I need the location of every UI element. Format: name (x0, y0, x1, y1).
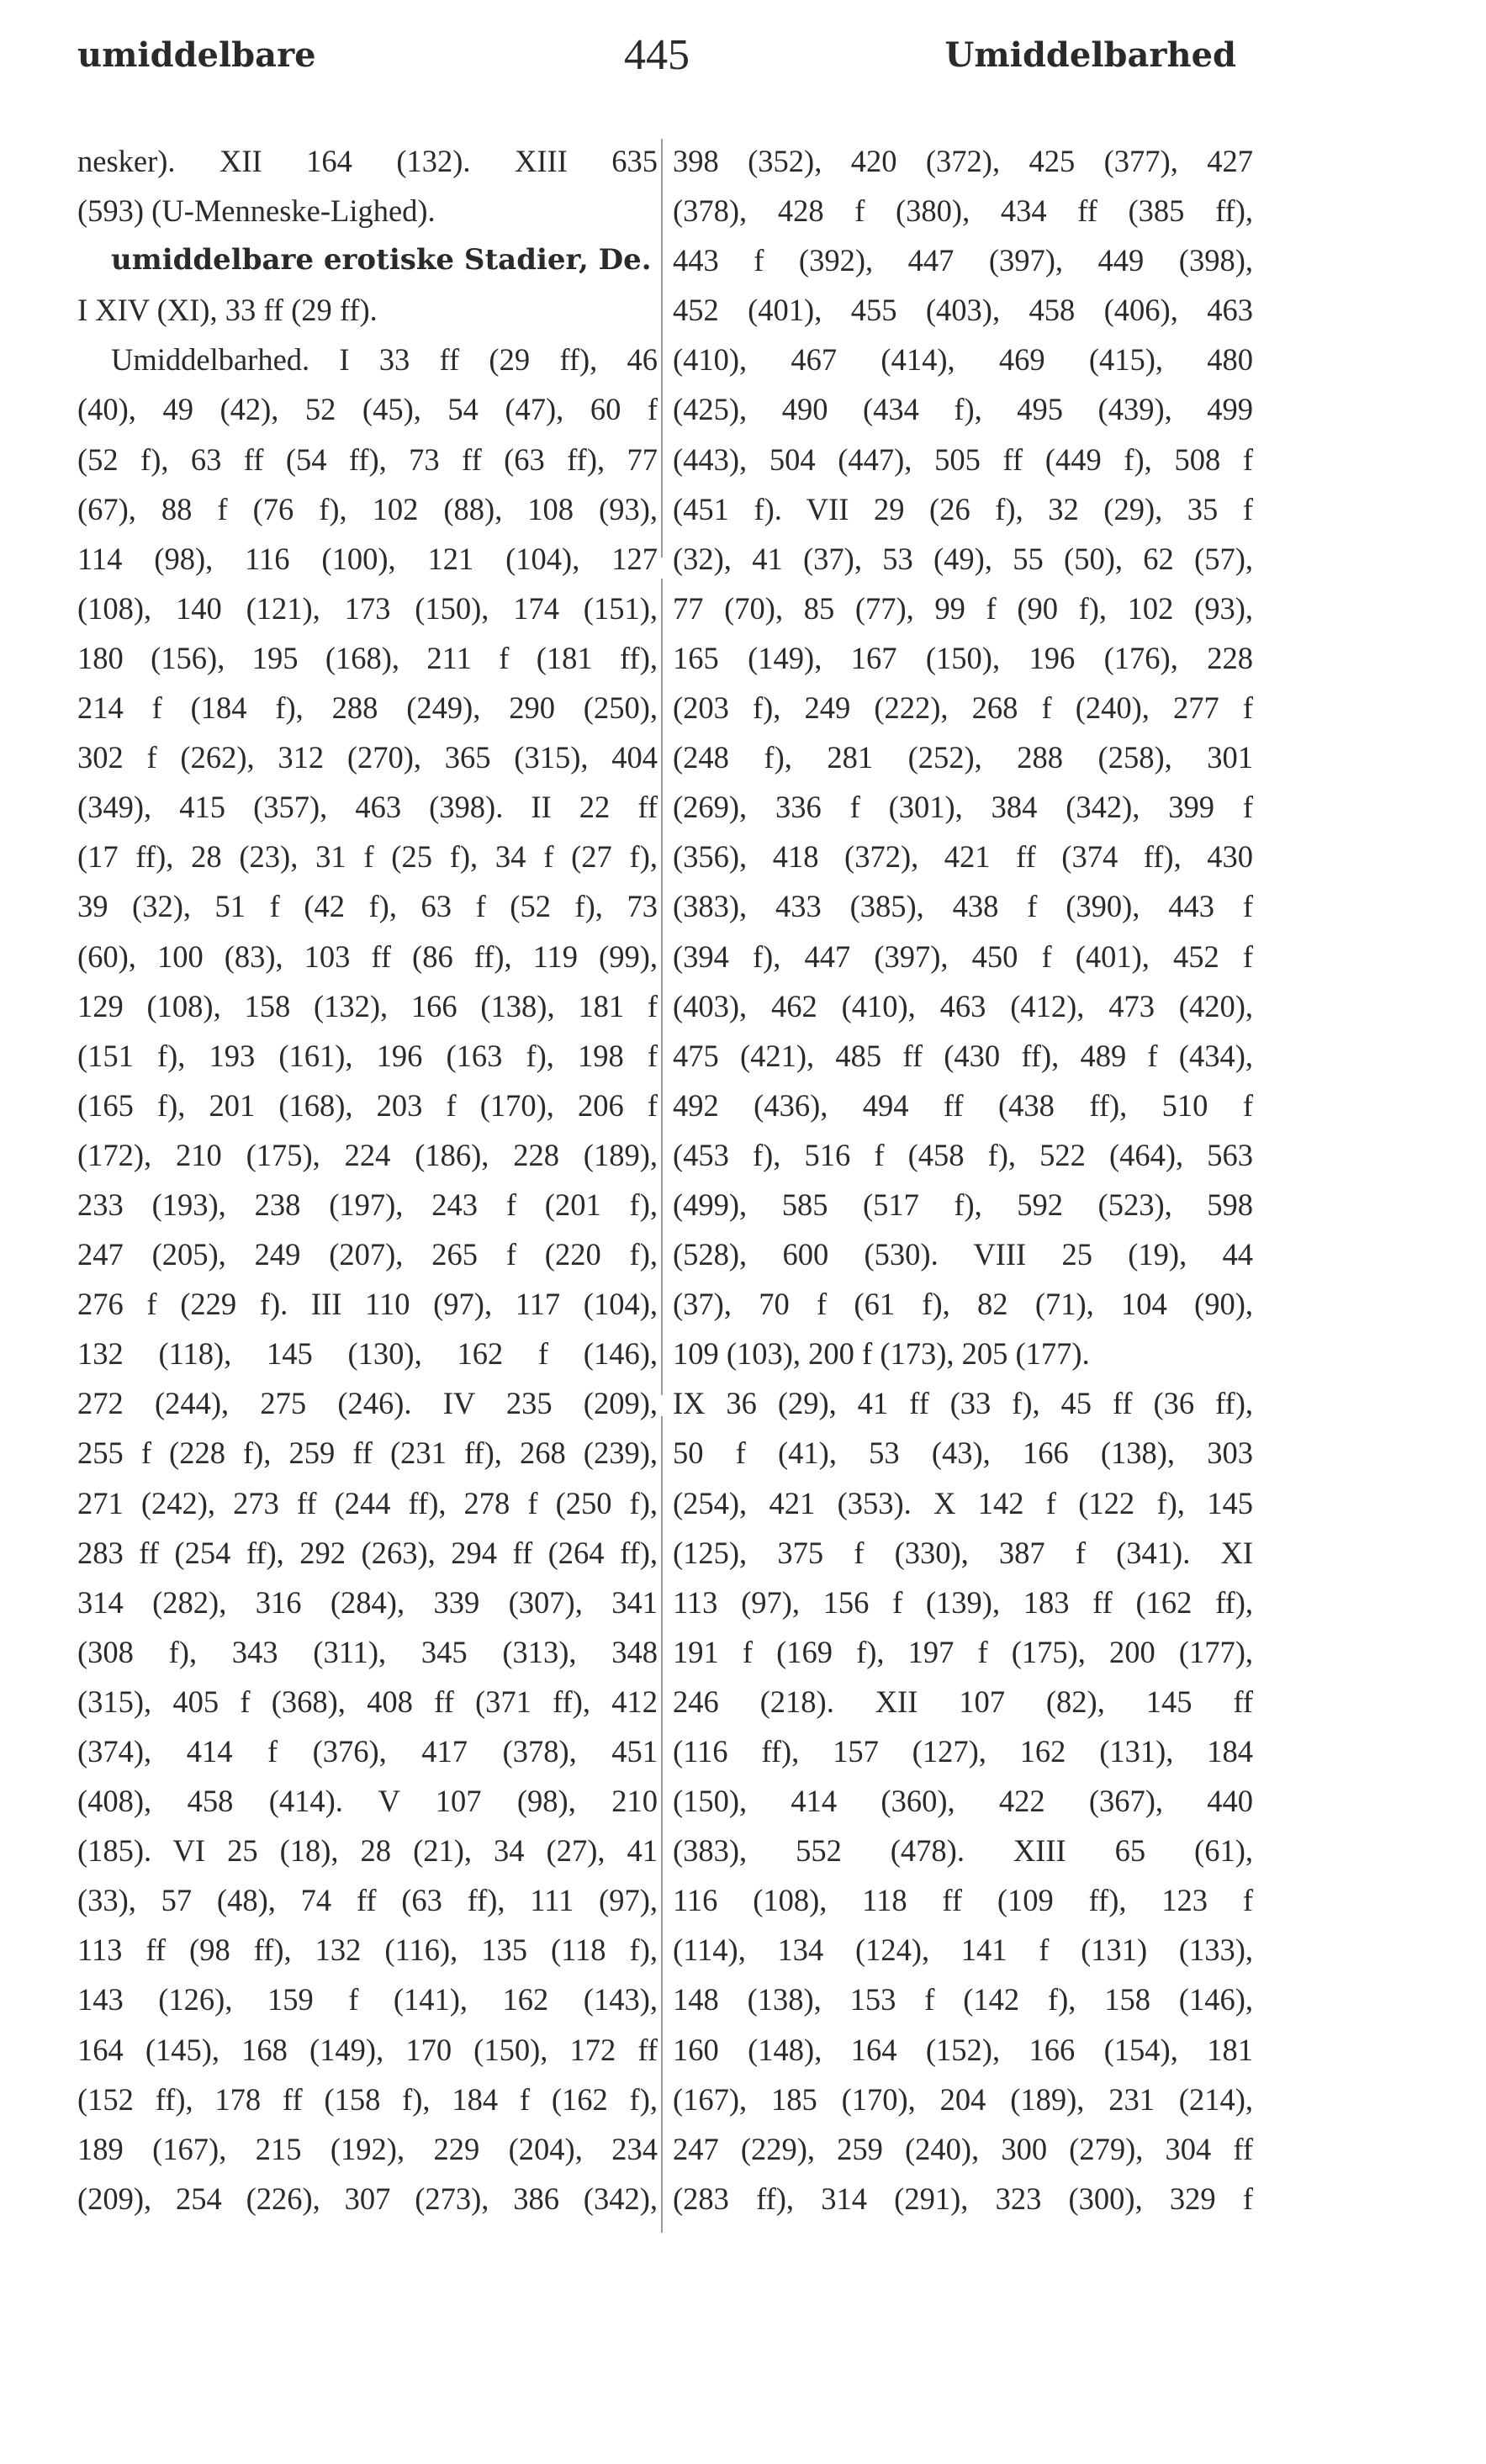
left-column-line: (165 f), 201 (168), 203 f (170), 206 f (77, 1087, 658, 1123)
right-column-line: 77 (70), 85 (77), 99 f (90 f), 102 (93), (673, 590, 1253, 626)
left-column-line: 143 (126), 159 f (141), 162 (143), (77, 1982, 658, 2017)
left-column-line: 247 (205), 249 (207), 265 f (220 f), (77, 1237, 658, 1272)
left-column-line: (40), 49 (42), 52 (45), 54 (47), 60 f (77, 392, 658, 427)
right-column-line: (356), 418 (372), 421 ff (374 ff), 430 (673, 839, 1253, 875)
left-column-line: (593) (U-Menneske-Lighed). (77, 193, 436, 229)
left-column-line: (67), 88 f (76 f), 102 (88), 108 (93), (77, 491, 658, 526)
right-column-line: 452 (401), 455 (403), 458 (406), 463 (673, 293, 1253, 328)
right-column-line: 148 (138), 153 f (142 f), 158 (146), (673, 1982, 1253, 2017)
left-column (77, 136, 658, 2223)
left-column-line: Umiddelbarhed. I 33 ff (29 ff), 46 (111, 342, 658, 378)
left-column-line: (33), 57 (48), 74 ff (63 ff), 111 (97), (77, 1883, 658, 1918)
right-column-line: 165 (149), 167 (150), 196 (176), 228 (673, 640, 1253, 675)
right-column-line: (394 f), 447 (397), 450 f (401), 452 f (673, 939, 1253, 974)
left-column-line: (209), 254 (226), 307 (273), 386 (342), (77, 2181, 658, 2216)
right-column-line: 113 (97), 156 f (139), 183 ff (162 ff), (673, 1584, 1253, 1620)
right-column-line: (167), 185 (170), 204 (189), 231 (214), (673, 2081, 1253, 2117)
right-column-line: (150), 414 (360), 422 (367), 440 (673, 1784, 1253, 1819)
left-column-line: 189 (167), 215 (192), 229 (204), 234 (77, 2131, 658, 2166)
right-column-line: 191 f (169 f), 197 f (175), 200 (177), (673, 1634, 1253, 1669)
right-column-line: 398 (352), 420 (372), 425 (377), 427 (673, 144, 1253, 178)
right-column-line: IX 36 (29), 41 ff (33 f), 45 ff (36 ff), (673, 1386, 1253, 1421)
left-column-line: (17 ff), 28 (23), 31 f (25 f), 34 f (27 f), (77, 839, 658, 875)
left-column-line: 114 (98), 116 (100), 121 (104), 127 (77, 541, 658, 576)
left-column-line: (151 f), 193 (161), 196 (163 f), 198 f (77, 1038, 658, 1073)
left-column-line: umiddelbare erotiske Stadier, De. (111, 243, 652, 278)
left-column-line: (172), 210 (175), 224 (186), 228 (189), (77, 1137, 658, 1172)
left-column-line: (315), 405 f (368), 408 ff (371 ff), 412 (77, 1684, 658, 1719)
left-column-line: 113 ff (98 ff), 132 (116), 135 (118 f), (77, 1933, 658, 1968)
right-column-line: 109 (103), 200 f (173), 205 (177). (673, 1336, 1090, 1372)
right-column-line: (32), 41 (37), 53 (49), 55 (50), 62 (57), (673, 541, 1253, 576)
right-column-line: (410), 467 (414), 469 (415), 480 (673, 342, 1253, 378)
left-column-line: 255 f (228 f), 259 ff (231 ff), 268 (239), (77, 1436, 658, 1471)
right-column-line: 475 (421), 485 ff (430 ff), 489 f (434), (673, 1038, 1253, 1073)
right-column-line: (283 ff), 314 (291), 323 (300), 329 f (673, 2181, 1253, 2216)
left-column-line: 302 f (262), 312 (270), 365 (315), 404 (77, 740, 658, 775)
right-column-line: 492 (436), 494 ff (438 ff), 510 f (673, 1087, 1253, 1123)
page-header (77, 31, 1236, 94)
left-column-line: 314 (282), 316 (284), 339 (307), 341 (77, 1584, 658, 1620)
left-column-line: 283 ff (254 ff), 292 (263), 294 ff (264 ff), (77, 1535, 658, 1570)
left-column-line: 214 f (184 f), 288 (249), 290 (250), (77, 690, 658, 726)
left-column-line: (60), 100 (83), 103 ff (86 ff), 119 (99), (77, 939, 658, 974)
left-column-line: 164 (145), 168 (149), 170 (150), 172 ff (77, 2032, 658, 2067)
right-column-line: 116 (108), 118 ff (109 ff), 123 f (673, 1883, 1253, 1918)
left-column-line: (408), 458 (414). V 107 (98), 210 (77, 1784, 658, 1819)
running-head-left: umiddelbare (77, 35, 316, 75)
left-column-line: nesker). XII 164 (132). XIII 635 (77, 144, 658, 178)
right-column-line: (403), 462 (410), 463 (412), 473 (420), (673, 988, 1253, 1023)
right-column-line: (453 f), 516 f (458 f), 522 (464), 563 (673, 1137, 1253, 1172)
left-column-line: (52 f), 63 ff (54 ff), 73 ff (63 ff), 77 (77, 442, 658, 477)
page-number: 445 (624, 31, 690, 79)
left-column-line: 276 f (229 f). III 110 (97), 117 (104), (77, 1287, 658, 1322)
right-column (673, 136, 1253, 2223)
right-column-line: 50 f (41), 53 (43), 166 (138), 303 (673, 1436, 1253, 1471)
left-column-line: (152 ff), 178 ff (158 f), 184 f (162 f), (77, 2081, 658, 2117)
left-column-line: 271 (242), 273 ff (244 ff), 278 f (250 f), (77, 1485, 658, 1520)
right-column-line: (528), 600 (530). VIII 25 (19), 44 (673, 1237, 1253, 1272)
right-column-line: (269), 336 f (301), 384 (342), 399 f (673, 790, 1253, 825)
right-column-line: (443), 504 (447), 505 ff (449 f), 508 f (673, 442, 1253, 477)
right-column-line: 246 (218). XII 107 (82), 145 ff (673, 1684, 1253, 1719)
right-column-line: 160 (148), 164 (152), 166 (154), 181 (673, 2032, 1253, 2067)
right-column-line: (254), 421 (353). X 142 f (122 f), 145 (673, 1485, 1253, 1520)
right-column-line: (378), 428 f (380), 434 ff (385 ff), (673, 193, 1253, 229)
left-column-line: 272 (244), 275 (246). IV 235 (209), (77, 1386, 658, 1421)
left-column-line: (185). VI 25 (18), 28 (21), 34 (27), 41 (77, 1833, 658, 1869)
right-column-line: (425), 490 (434 f), 495 (439), 499 (673, 392, 1253, 427)
right-column-line: (125), 375 f (330), 387 f (341). XI (673, 1535, 1253, 1570)
running-head-right: Umiddelbarhed (944, 35, 1236, 75)
right-column-line: 247 (229), 259 (240), 300 (279), 304 ff (673, 2131, 1253, 2166)
left-column-line: 233 (193), 238 (197), 243 f (201 f), (77, 1187, 658, 1222)
right-column-line: 443 f (392), 447 (397), 449 (398), (673, 243, 1253, 278)
left-column-line: (308 f), 343 (311), 345 (313), 348 (77, 1634, 658, 1669)
right-column-line: (248 f), 281 (252), 288 (258), 301 (673, 740, 1253, 775)
left-column-line: 132 (118), 145 (130), 162 f (146), (77, 1336, 658, 1372)
left-column-line: I XIV (XI), 33 ff (29 ff). (77, 293, 378, 328)
left-column-line: 180 (156), 195 (168), 211 f (181 ff), (77, 640, 658, 675)
right-column-line: (383), 433 (385), 438 f (390), 443 f (673, 889, 1253, 924)
right-column-line: (37), 70 f (61 f), 82 (71), 104 (90), (673, 1287, 1253, 1322)
left-column-line: (108), 140 (121), 173 (150), 174 (151), (77, 590, 658, 626)
right-column-line: (499), 585 (517 f), 592 (523), 598 (673, 1187, 1253, 1222)
right-column-line: (451 f). VII 29 (26 f), 32 (29), 35 f (673, 491, 1253, 526)
right-column-line: (203 f), 249 (222), 268 f (240), 277 f (673, 690, 1253, 726)
right-column-line: (116 ff), 157 (127), 162 (131), 184 (673, 1734, 1253, 1769)
right-column-line: (383), 552 (478). XIII 65 (61), (673, 1833, 1253, 1869)
left-column-line: 129 (108), 158 (132), 166 (138), 181 f (77, 988, 658, 1023)
left-column-line: (349), 415 (357), 463 (398). II 22 ff (77, 790, 658, 825)
right-column-line: (114), 134 (124), 141 f (131) (133), (673, 1933, 1253, 1968)
left-column-line: (374), 414 f (376), 417 (378), 451 (77, 1734, 658, 1769)
column-divider (661, 139, 663, 2233)
left-column-line: 39 (32), 51 f (42 f), 63 f (52 f), 73 (77, 889, 658, 924)
